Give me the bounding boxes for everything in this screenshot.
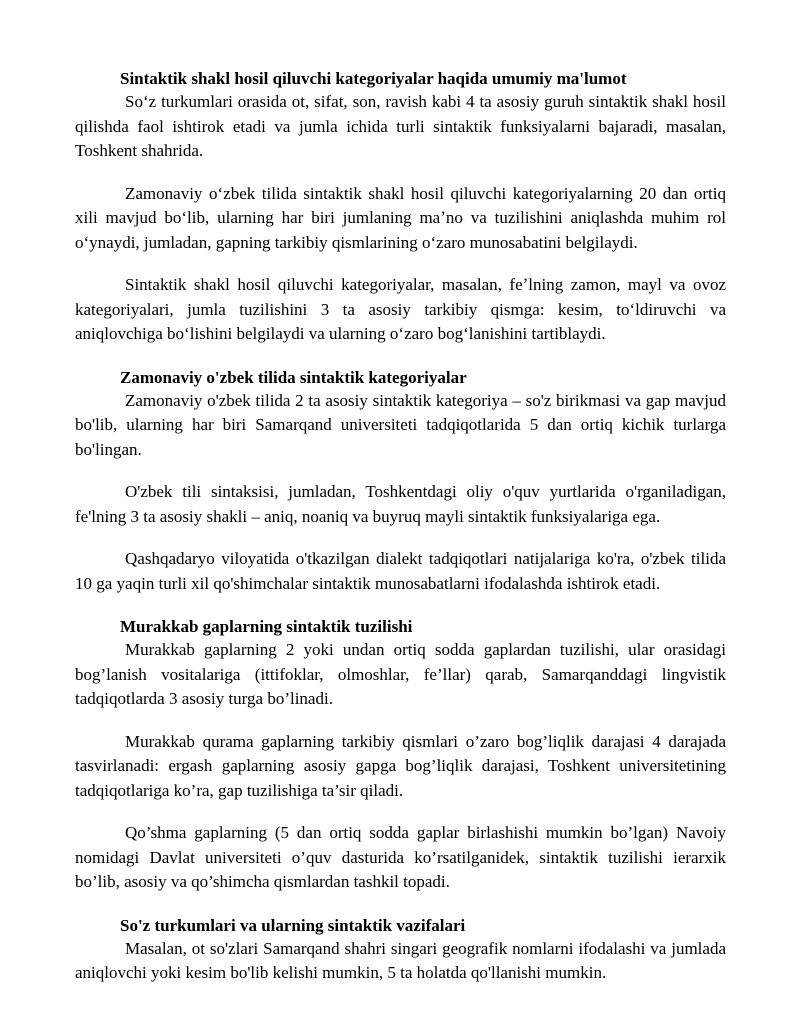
section-3 bbox=[75, 616, 726, 895]
section-4 bbox=[75, 915, 726, 986]
section-heading: Murakkab gaplarning sintaktik tuzilishi bbox=[120, 617, 413, 636]
paragraph: Qashqadaryo viloyatida o'tkazilgan dialekt tadqiqotlari natijalariga ko'ra, o'zbek tilida 10 ga yaqin turli xil qo'shimchalar sintaktik munosabatlarni ifodalashda ishtirok etadi. bbox=[75, 549, 726, 593]
paragraph: Zamonaviy o'zbek tilida 2 ta asosiy sintaktik kategoriya – so'z birikmasi va gap mavjud bo'lib, ularning har biri Samarqand universiteti tadqiqotlarida 5 dan ortiq kichik turlarga bo'lingan. bbox=[75, 390, 726, 459]
section-1 bbox=[75, 68, 726, 347]
paragraph: Murakkab gaplarning 2 yoki undan ortiq sodda gaplardan tuzilishi, ular orasidagi bog’lanish vositalariga (ittifoklar, olmoshlar, fe’llar) qarab, Samarqanddagi lingvistik tadqiqotlarda 3 asosiy turga bo’linadi. bbox=[75, 640, 726, 708]
section-2 bbox=[75, 367, 726, 597]
paragraph: Soʻz turkumlari orasida ot, sifat, son, ravish kabi 4 ta asosiy guruh sintaktik shakl hosil qilishda faol ishtirok etadi va jumla ichida turli sintaktik funksiyalarni bajaradi, masalan, Toshkent shahrida. bbox=[75, 92, 726, 160]
paragraph: O'zbek tili sintaksisi, jumladan, Toshkentdagi oliy o'quv yurtlarida o'rganiladigan, fe'lning 3 ta asosiy shakli – aniq, noaniq va buyruq mayli sintaktik funksiyalariga ega. bbox=[75, 482, 726, 526]
paragraph: Zamonaviy oʻzbek tilida sintaktik shakl hosil qiluvchi kategoriyalarning 20 dan ortiq xili mavjud boʻlib, ularning har biri jumlaning maʼno va tuzilishini aniqlashda muhim rol oʻynaydi, jumladan, gapning tarkibiy qismlarining oʻzaro munosabatini belgilaydi. bbox=[75, 183, 726, 252]
paragraph: Masalan, ot so'zlari Samarqand shahri singari geografik nomlarni ifodalashi va jumlada aniqlovchi yoki kesim bo'lib kelishi mumkin, 5 ta holatda qo'llanishi mumkin. bbox=[75, 938, 726, 982]
section-heading: So'z turkumlari va ularning sintaktik vazifalari bbox=[120, 915, 466, 935]
paragraph: Sintaktik shakl hosil qiluvchi kategoriyalar, masalan, feʼlning zamon, mayl va ovoz kategoriyalari, jumla tuzilishini 3 ta asosiy tarkibiy qismga: kesim, toʻldiruvchi va aniqlovchiga boʻlishini belgilaydi va ularning oʻzaro bogʻlanishini tartiblaydi. bbox=[75, 275, 726, 343]
section-heading: Sintaktik shakl hosil qiluvchi kategoriyalar haqida umumiy ma'lumot bbox=[120, 69, 627, 88]
paragraph: Murakkab qurama gaplarning tarkibiy qismlari o’zaro bog’liqlik darajasi 4 darajada tasvirlanadi: ergash gaplarning asosiy gapga bog’liqlik darajasi, Toshkent universitetining tadqiqotlariga ko’ra, gap tuzilishiga ta’sir qiladi. bbox=[75, 731, 726, 800]
section-heading: Zamonaviy o'zbek tilida sintaktik kategoriyalar bbox=[120, 367, 467, 387]
paragraph: Qo’shma gaplarning (5 dan ortiq sodda gaplar birlashishi mumkin bo’lgan) Navoiy nomidagi Davlat universiteti o’quv dasturida ko’rsatilganidek, sintaktik tuzilishi ierarxik bo’lib, asosiy va qo’shimcha qismlardan tashkil topadi. bbox=[75, 823, 726, 891]
